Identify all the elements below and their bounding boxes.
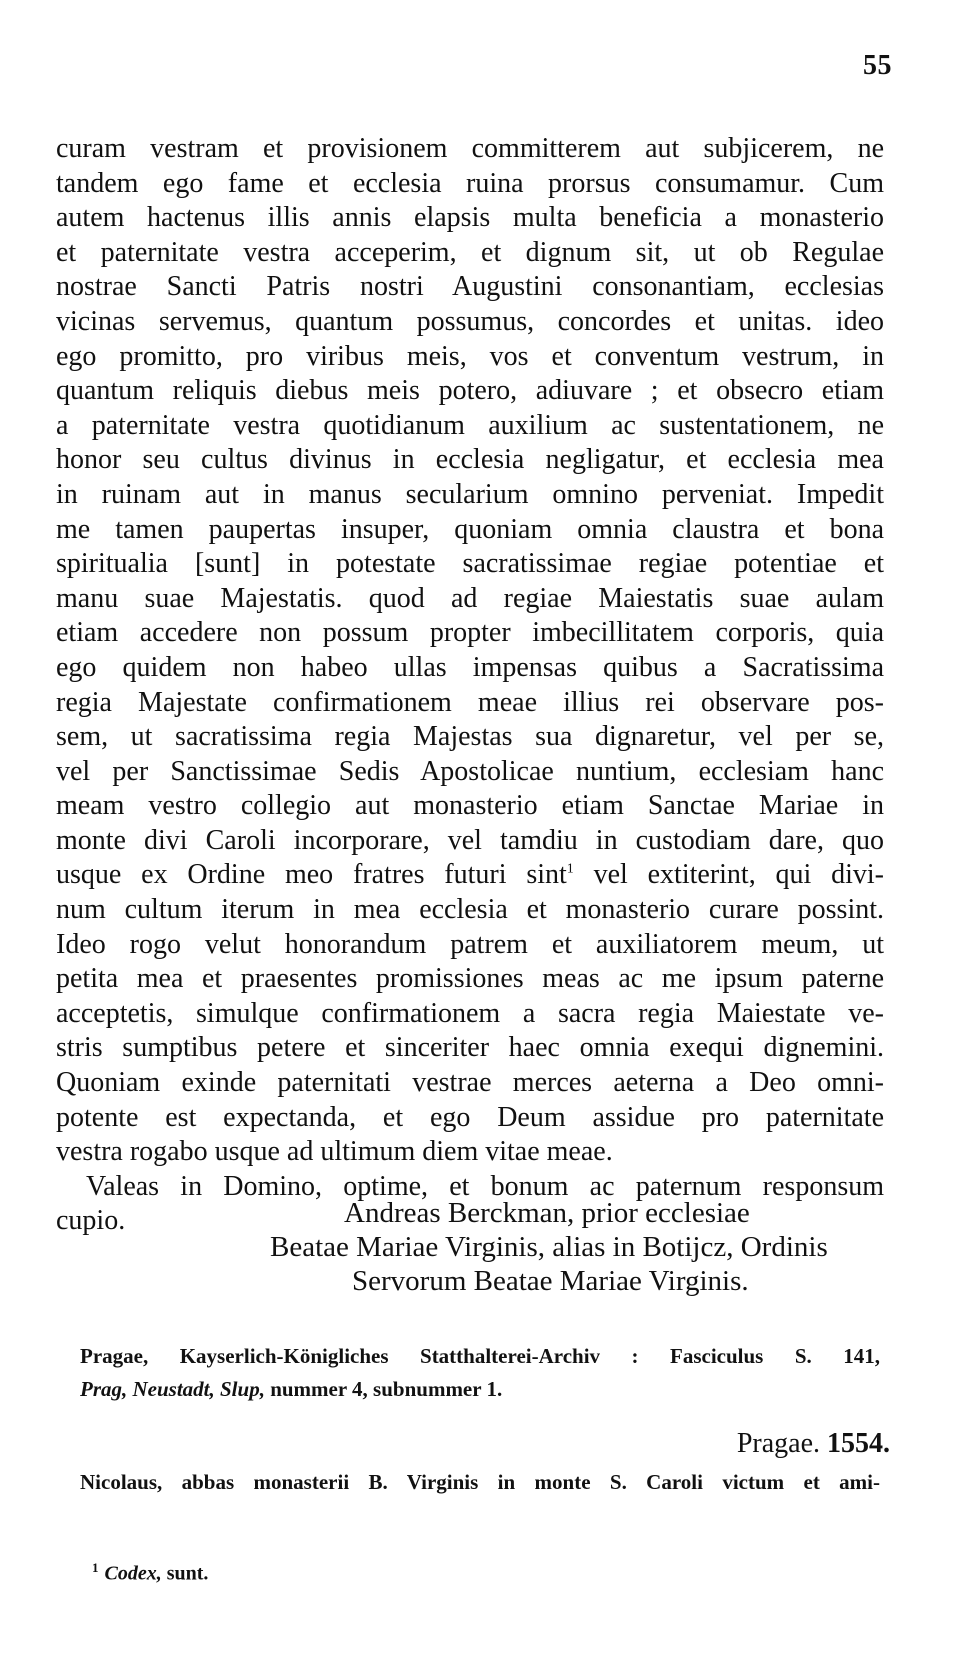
text-line: sem, ut sacratissima regia Majestas sua dignaretur, vel per se,: [56, 721, 884, 753]
archive-source: [80, 1340, 880, 1406]
text-line: petita mea et praesentes promissiones meas ac me ipsum paterne: [56, 963, 884, 995]
text-line: manu suae Majestatis. quod ad regiae Maiestatis suae aulam: [56, 582, 884, 614]
signature-line: Beatae Mariae Virginis, alias in Botijcz, Ordinis: [270, 1231, 828, 1263]
footnote-reference: 1: [566, 862, 574, 878]
text-line: ego promitto, pro viribus meis, vos et conventum vestrum, in: [56, 340, 884, 372]
dateline-year: 1554.: [827, 1428, 890, 1459]
text-line: autem hactenus illis annis elapsis multa beneficia a monasterio: [56, 202, 884, 234]
text-line: vicinas servemus, quantum possumus, concordes et unitas. ideo: [56, 305, 884, 337]
text-line: honor seu cultus divinus in ecclesia negligatur, et ecclesia mea: [56, 444, 884, 476]
dateline: [737, 1428, 890, 1460]
text-line: num cultum iterum in mea ecclesia et monasterio curare possint.: [56, 894, 884, 926]
text-line: quantum reliquis diebus meis potero, adiuvare ; et obsecro etiam: [56, 375, 884, 407]
text-line: Quoniam exinde paternitati vestrae merces aeterna a Deo omni-: [56, 1067, 884, 1099]
footnote-text: sunt.: [161, 1562, 209, 1585]
text-line: nostrae Sancti Patris nostri Augustini consonantiam, ecclesias: [56, 271, 884, 303]
source-detail: nummer 4, subnummer 1.: [264, 1377, 503, 1401]
text-line: etiam accedere non possum propter imbecillitatem corporis, quia: [56, 617, 884, 649]
text-line: regia Majestate confirmationem meae illius rei observare pos-: [56, 686, 884, 718]
source-place: Prag, Neustadt, Slup,: [80, 1377, 265, 1401]
signature-block: [56, 1196, 884, 1298]
text-line: vel per Sanctissimae Sedis Apostolicae nuntium, ecclesiam hanc: [56, 755, 884, 787]
page-number: 55: [863, 50, 892, 81]
text-line: et paternitate vestra acceperim, et dignum sit, ut ob Regulae: [56, 236, 884, 268]
footnote-mark: 1: [92, 1560, 99, 1575]
text-line: monte divi Caroli incorporare, vel tamdiu in custodiam dare, quo: [56, 824, 884, 856]
dateline-place: Pragae.: [736, 1428, 820, 1459]
text-line: ego quidem non habeo ullas impensas quibus a Sacratissima: [56, 651, 884, 683]
closing-line: cupio.: [56, 1205, 126, 1237]
text-line: tandem ego fame et ecclesia ruina prorsus consumamur. Cum: [56, 167, 884, 199]
letter-body: [56, 132, 884, 1239]
signature-line: Servorum Beatae Mariae Virginis.: [352, 1265, 749, 1297]
text-line: spiritualia [sunt] in potestate sacratissimae regiae potentiae et: [56, 548, 884, 580]
source-line: Pragae, Kayserlich-Königliches Statthalterei-Archiv : Fasciculus S. 141,: [80, 1344, 880, 1368]
text-line: a paternitate vestra quotidianum auxilium ac sustentationem, ne: [56, 409, 884, 441]
footnote: [92, 1560, 208, 1586]
text-line: stris sumptibus petere et sinceriter haec omnia exequi dignemini.: [56, 1032, 884, 1064]
text-line: potente est expectanda, et ego Deum assidue pro paternitate: [56, 1101, 884, 1133]
closing-line: Valeas in Domino, optime, et bonum ac paternum responsum: [86, 1170, 884, 1202]
text-segment: vel extiterint, qui divi-: [573, 859, 884, 891]
text-line: vestra rogabo usque ad ultimum diem vitae meae.: [56, 1136, 613, 1168]
text-line-with-footnote-ref: [56, 858, 884, 893]
text-line: curam vestram et provisionem committerem aut subjicerem, ne: [56, 133, 884, 164]
text-segment: usque ex Ordine meo fratres futuri sint: [56, 859, 567, 891]
footnote-source: Codex,: [104, 1562, 162, 1585]
text-line: Ideo rogo velut honorandum patrem et auxiliatorem meum, ut: [56, 928, 884, 960]
text-line: acceptetis, simulque confirmationem a sacra regia Maiestate ve-: [56, 997, 884, 1029]
document-summary: Nicolaus, abbas monasterii B. Virginis in monte S. Caroli victum et ami-: [80, 1470, 880, 1494]
text-line: in ruinam aut in manus secularium omnino perveniat. Impedit: [56, 478, 884, 510]
source-line: [80, 1373, 880, 1406]
signature-line: Andreas Berckman, prior ecclesiae: [344, 1197, 750, 1229]
text-line: me tamen paupertas insuper, quoniam omnia claustra et bona: [56, 513, 884, 545]
text-line: meam vestro collegio aut monasterio etiam Sanctae Mariae in: [56, 790, 884, 822]
